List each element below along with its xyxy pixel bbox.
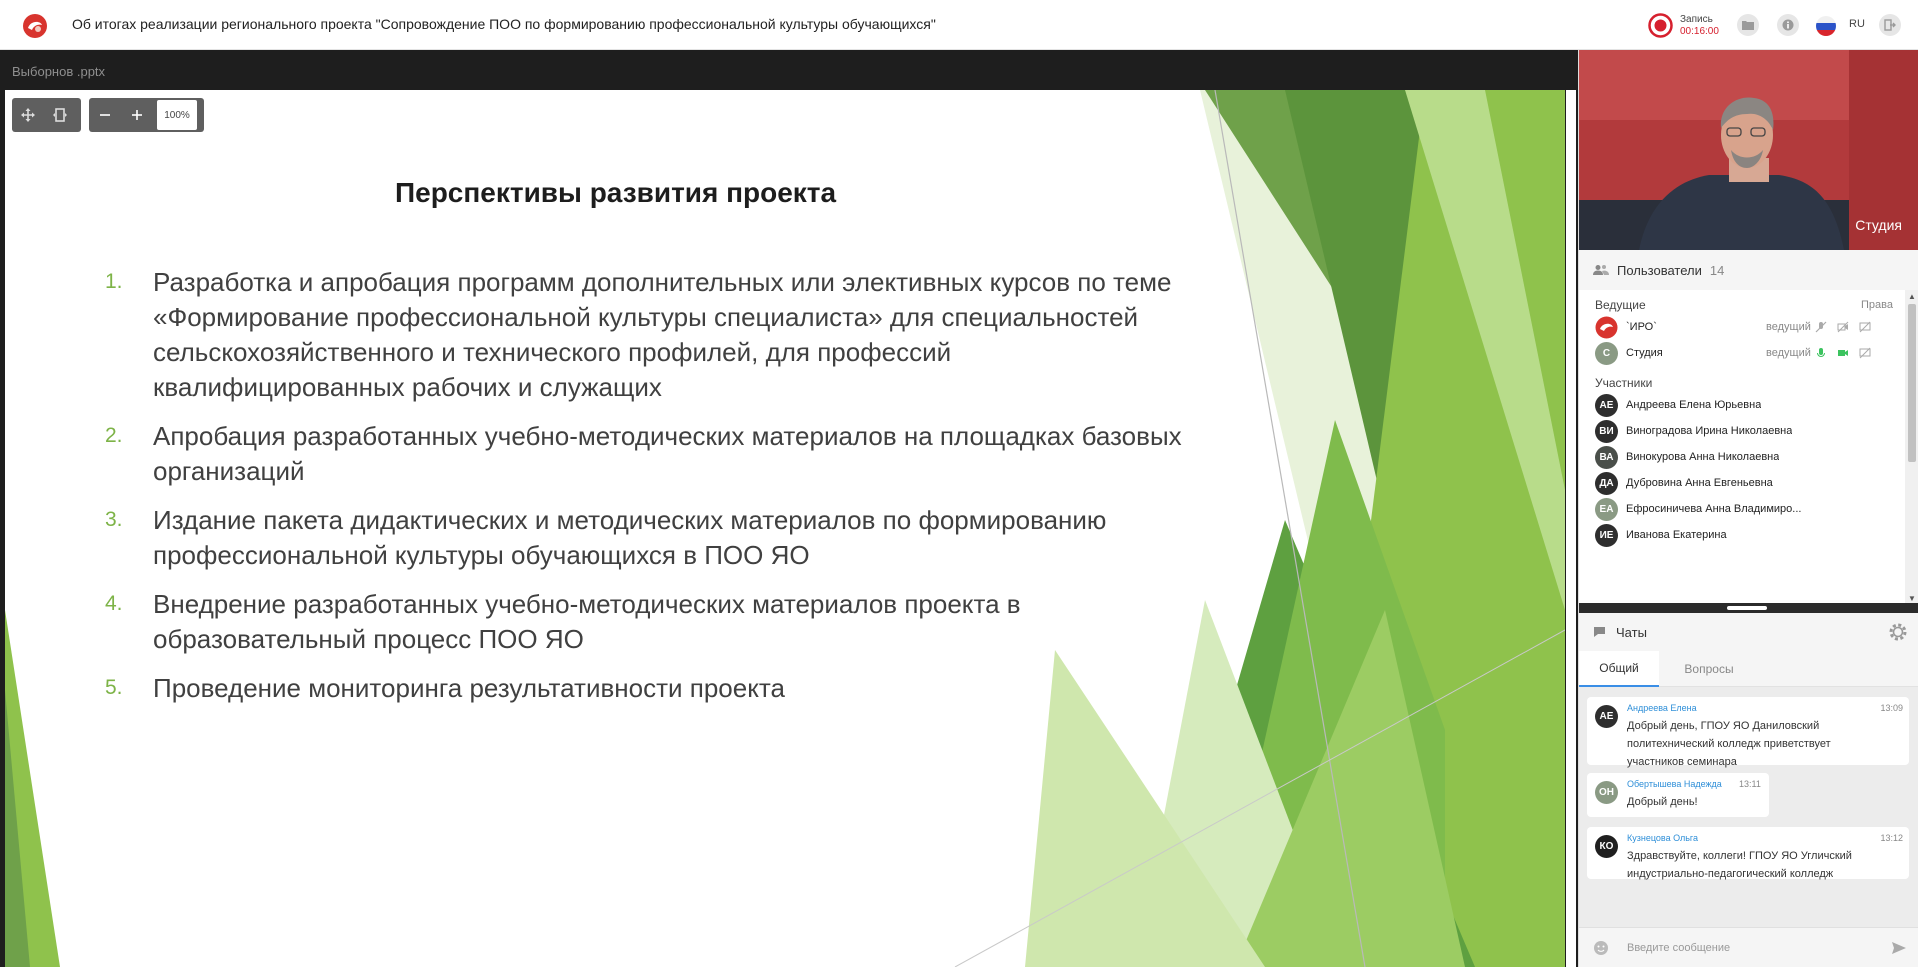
plus-icon xyxy=(131,109,143,121)
user-name: Дубровина Анна Евгеньевна xyxy=(1626,477,1773,489)
screen-share-off-icon[interactable] xyxy=(1858,346,1872,360)
user-name: Андреева Елена Юрьевна xyxy=(1626,399,1762,411)
zoom-in-button[interactable] xyxy=(121,98,153,132)
minus-icon xyxy=(99,109,111,121)
presentation-file-name: Выборнов .pptx xyxy=(12,64,106,79)
chat-title: Чаты xyxy=(1616,624,1647,640)
emoji-icon[interactable] xyxy=(1593,940,1609,956)
video-label: Студия xyxy=(1855,217,1902,233)
message-author: Андреева Елена xyxy=(1627,703,1697,713)
tab-general[interactable]: Общий xyxy=(1579,651,1659,687)
tab-questions[interactable]: Вопросы xyxy=(1684,662,1734,676)
presentation-stage xyxy=(0,50,1578,967)
user-controls xyxy=(1814,346,1872,360)
video-tile[interactable] xyxy=(1579,50,1918,250)
chat-input-bar xyxy=(1579,927,1918,967)
list-item xyxy=(105,419,1205,489)
scrollbar-thumb[interactable] xyxy=(1908,304,1916,462)
avatar: ВИ xyxy=(1595,420,1618,443)
move-icon xyxy=(20,107,36,123)
meeting-title: Об итогах реализации регионального проекта "Сопровождение ПОО по формированию профессиональной культуры обучающихся" xyxy=(72,16,936,32)
language-selector[interactable]: RU xyxy=(1849,18,1865,30)
top-bar xyxy=(0,0,1918,50)
users-list xyxy=(1579,290,1905,605)
message-time: 13:09 xyxy=(1880,703,1903,713)
app-logo-icon xyxy=(22,13,48,39)
resize-handle[interactable] xyxy=(1727,606,1767,610)
list-item xyxy=(105,265,1205,405)
russia-flag-icon[interactable] xyxy=(1816,16,1836,36)
chat-message xyxy=(1587,773,1769,817)
recording-status xyxy=(1680,14,1719,38)
message-text: Добрый день, ГПОУ ЯО Даниловский политехнический колледж приветствует участников семинара xyxy=(1627,720,1831,768)
point-text: Издание пакета дидактических и методических материалов по формированию профессиональной культуры обучающихся в ПОО ЯО xyxy=(153,505,1107,570)
slide-edge xyxy=(1566,90,1576,967)
user-name: Винокурова Анна Николаевна xyxy=(1626,451,1780,463)
camera-off-icon[interactable] xyxy=(1836,320,1850,334)
point-number: 4. xyxy=(105,592,123,615)
zoom-out-button[interactable] xyxy=(89,98,121,132)
zoom-tools xyxy=(89,98,204,132)
users-scrollbar[interactable] xyxy=(1905,290,1918,605)
point-number: 2. xyxy=(105,424,123,447)
mic-on-icon[interactable] xyxy=(1814,346,1828,360)
point-text: Проведение мониторинга результативности проекта xyxy=(153,673,785,703)
point-text: Апробация разработанных учебно-методических материалов на площадках базовых организаций xyxy=(153,421,1182,486)
message-text: Добрый день! xyxy=(1627,796,1698,808)
camera-on-icon[interactable] xyxy=(1836,346,1850,360)
avatar: ИЕ xyxy=(1595,524,1618,547)
avatar: ОН xyxy=(1595,781,1618,804)
list-item xyxy=(105,503,1205,573)
chat-header xyxy=(1579,613,1918,651)
message-author: Обертышева Надежда xyxy=(1627,779,1722,789)
gear-icon[interactable] xyxy=(1887,621,1909,643)
user-name: Ефросиничева Анна Владимиро... xyxy=(1626,503,1802,515)
user-name: `ИРО` xyxy=(1626,321,1657,333)
move-tools xyxy=(12,98,81,132)
point-text: Разработка и апробация программ дополнительных или элективных курсов по теме «Формирование профессиональной культуры специалиста» для специальностей сельскохозяйственного и технического профилей, для профессий квалифицированных рабочих и служащих xyxy=(153,267,1172,402)
message-time: 13:11 xyxy=(1739,779,1761,789)
slide xyxy=(5,90,1565,967)
fit-width-button[interactable] xyxy=(44,98,76,132)
folder-icon xyxy=(1742,20,1754,30)
avatar: ДА xyxy=(1595,472,1618,495)
chat-messages xyxy=(1579,687,1918,927)
user-role: ведущий xyxy=(1766,347,1811,359)
users-count: 14 xyxy=(1709,262,1725,278)
user-role: ведущий xyxy=(1766,321,1811,333)
user-controls xyxy=(1814,320,1872,334)
folder-button[interactable] xyxy=(1737,14,1759,36)
avatar: КО xyxy=(1595,835,1618,858)
point-number: 3. xyxy=(105,508,123,531)
avatar xyxy=(1595,316,1618,339)
point-text: Внедрение разработанных учебно-методических материалов проекта в образовательный процесс ПОО ЯО xyxy=(153,589,1021,654)
message-time: 13:12 xyxy=(1880,833,1903,843)
fit-width-icon xyxy=(52,107,68,123)
point-number: 5. xyxy=(105,676,123,699)
avatar: ЕА xyxy=(1595,498,1618,521)
scroll-up-icon[interactable]: ▲ xyxy=(1908,292,1916,301)
user-name: Иванова Екатерина xyxy=(1626,529,1727,541)
recording-time: 00:16:00 xyxy=(1680,26,1719,37)
message-text: Здравствуйте, коллеги! ГПОУ ЯО Угличский индустриально-педагогический колледж xyxy=(1627,850,1852,880)
chat-message xyxy=(1587,827,1909,879)
exit-button[interactable] xyxy=(1879,14,1901,36)
user-row[interactable] xyxy=(1579,338,1905,368)
avatar: С xyxy=(1595,342,1618,365)
mic-off-icon[interactable] xyxy=(1814,320,1828,334)
participants-section-label: Участники xyxy=(1595,376,1653,390)
avatar: ВА xyxy=(1595,446,1618,469)
point-number: 1. xyxy=(105,270,123,293)
info-icon xyxy=(1782,19,1794,31)
avatar: АЕ xyxy=(1595,705,1618,728)
users-header[interactable] xyxy=(1579,250,1918,290)
slide-title: Перспективы развития проекта xyxy=(395,177,837,208)
screen-share-off-icon[interactable] xyxy=(1858,320,1872,334)
user-name: Студия xyxy=(1626,347,1663,359)
recording-label: Запись xyxy=(1680,14,1713,25)
chat-icon xyxy=(1593,626,1606,638)
chat-tabs xyxy=(1579,651,1918,687)
zoom-level[interactable]: 100% xyxy=(157,100,197,130)
send-icon[interactable] xyxy=(1891,940,1907,956)
chat-message xyxy=(1587,697,1909,768)
pan-button[interactable] xyxy=(12,98,44,132)
users-title: Пользователи xyxy=(1617,262,1702,278)
user-name: Виноградова Ирина Николаевна xyxy=(1626,425,1793,437)
list-item xyxy=(105,587,1205,657)
message-author: Кузнецова Ольга xyxy=(1627,833,1699,843)
users-icon xyxy=(1593,264,1609,276)
message-input[interactable]: Введите сообщение xyxy=(1627,942,1731,954)
hosts-section-label: Ведущие xyxy=(1595,298,1646,312)
user-row[interactable] xyxy=(1579,520,1905,550)
rights-label: Права xyxy=(1861,299,1893,311)
scroll-down-icon[interactable]: ▼ xyxy=(1908,594,1916,603)
record-icon[interactable] xyxy=(1648,13,1673,38)
slide-points-list xyxy=(105,265,1205,720)
side-panel xyxy=(1578,50,1918,967)
exit-icon xyxy=(1884,19,1896,31)
info-button[interactable] xyxy=(1777,14,1799,36)
list-item xyxy=(105,671,1205,706)
avatar: АЕ xyxy=(1595,394,1618,417)
